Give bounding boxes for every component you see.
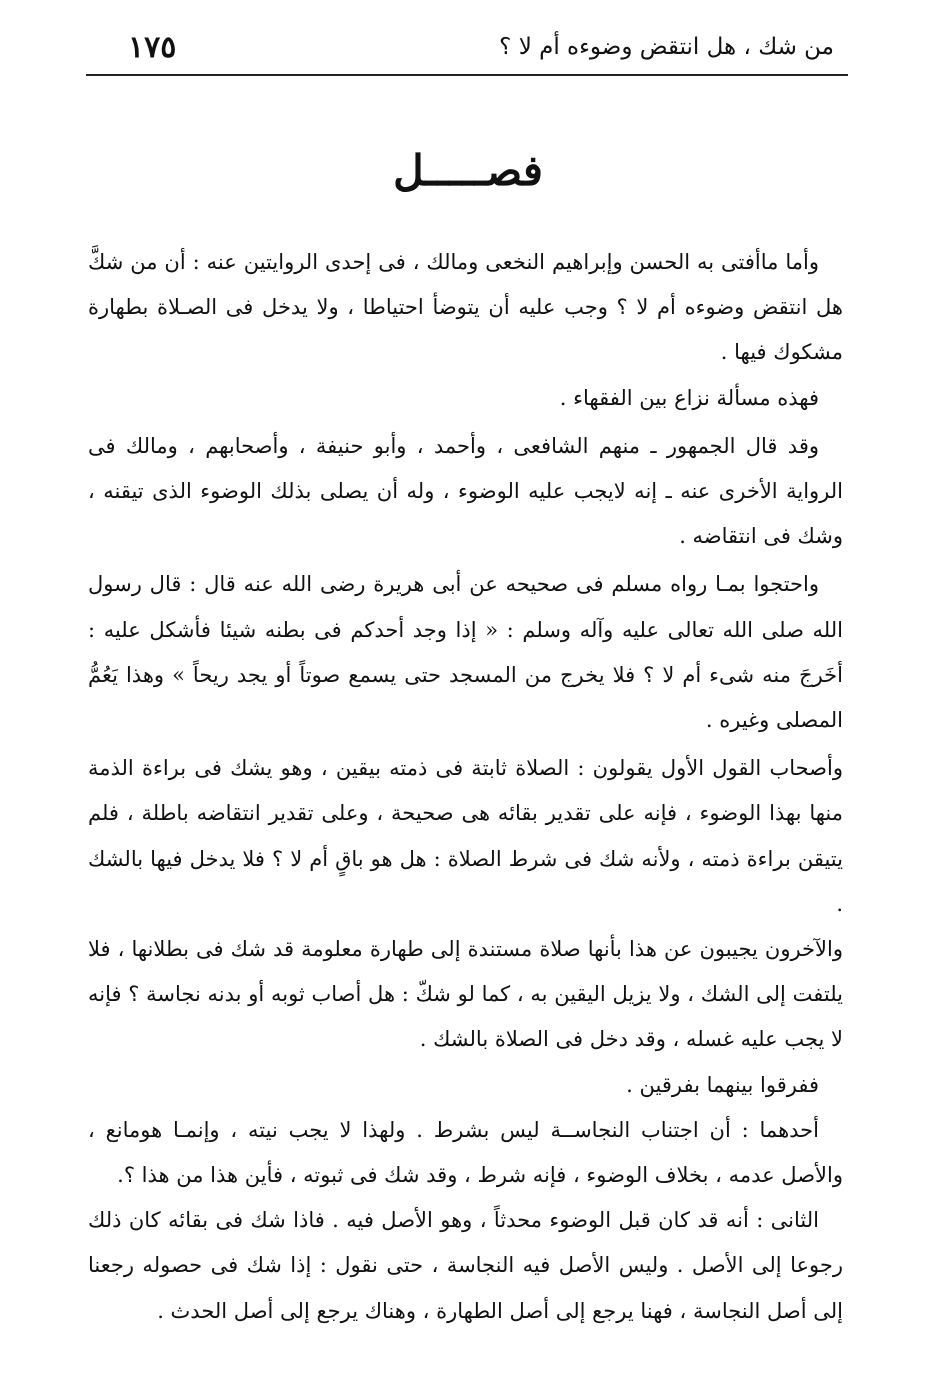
paragraph: وقد قال الجمهور ـ منهم الشافعى ، وأحمد ، وأبو حنيفة ، وأصحابهم ، ومالك فى الرواية الأخرى عنه ـ إنه لايجب عليه الوضوء ، وله أن يصلى بذلك الوضوء الذى تيقنه ، وشك فى انتقاضه .: [88, 433, 843, 549]
page-number: ١٧٥: [128, 30, 177, 65]
paragraph: الثانى : أنه قد كان قبل الوضوء محدثاً ، وهو الأصل فيه . فاذا شك فى بقائه كان ذلك رجوعا إلى الأصل . وليس الأصل فيه النجاسة ، حتى نقول : إذا شك فى حصوله رجعنا إلى أصل النجاسة ، فهنا يرجع إلى أصل الطهارة ، وهناك يرجع إلى أصل الحدث .: [88, 1208, 843, 1323]
page-header: [86, 28, 848, 76]
body-text: [88, 240, 843, 1334]
paragraph: وأصحاب القول الأول يقولون : الصلاة ثابتة فى ذمته بيقين ، وهو يشك فى براءة الذمة منها بهذا الوضوء ، فإنه على تقدير بقائه هى صحيحة ، وعلى تقدير انتقاضه باطلة ، فلم يتيقن براءة ذمته ، ولأنه شك فى شرط الصلاة : هل هو باقٍ أم لا ؟ فلا يدخل فيها بالشك .: [88, 756, 843, 916]
paragraph: وأما ماأفتى به الحسن وإبراهيم النخعى ومالك ، فى إحدى الروايتين عنه : أن من شكَّ هل انتقض وضوءه أم لا ؟ وجب عليه أن يتوضأ احتياطا ، ولا يدخل فى الصـلاة بطهارة مشكوك فيها .: [88, 250, 843, 365]
paragraph: والآخرون يجيبون عن هذا بأنها صلاة مستندة إلى طهارة معلومة قد شك فى بطلانها ، فلا يلتفت إلى الشك ، ولا يزيل اليقين به ، كما لو شكّ : هل أصاب ثوبه أو بدنه نجاسة ؟ فإنه لا يجب عليه غسله ، وقد دخل فى الصلاة بالشك .: [88, 937, 843, 1052]
paragraph: ففرقوا بينهما بفرقين .: [626, 1072, 819, 1097]
running-title: من شك ، هل انتقض وضوءه أم لا ؟: [499, 34, 834, 60]
paragraph: فهذه مسألة نزاع بين الفقهاء .: [559, 385, 819, 410]
paragraph: أحدهما : أن اجتناب النجاســة ليس بشرط . ولهذا لا يجب نيته ، وإنمـا هومانع ، والأصل عدمه ، بخلاف الوضوء ، فإنه شرط ، وقد شك فى ثبوته ، فأين هذا من هذا ؟.: [88, 1117, 843, 1188]
paragraph: واحتجوا بمـا رواه مسلم فى صحيحه عن أبى هريرة رضى الله عنه قال : قال رسول الله صلى الله تعالى عليه وآله وسلم : « إذا وجد أحدكم فى بطنه شيئا فأشكل عليه : أخَرجَ منه شىء أم لا ؟ فلا يخرج من المسجد حتى يسمع صوتاً أو يجد ريحاً » وهذا يَعُمُّ المصلى وغيره .: [88, 572, 843, 733]
section-title: فصـــــل: [393, 146, 543, 195]
